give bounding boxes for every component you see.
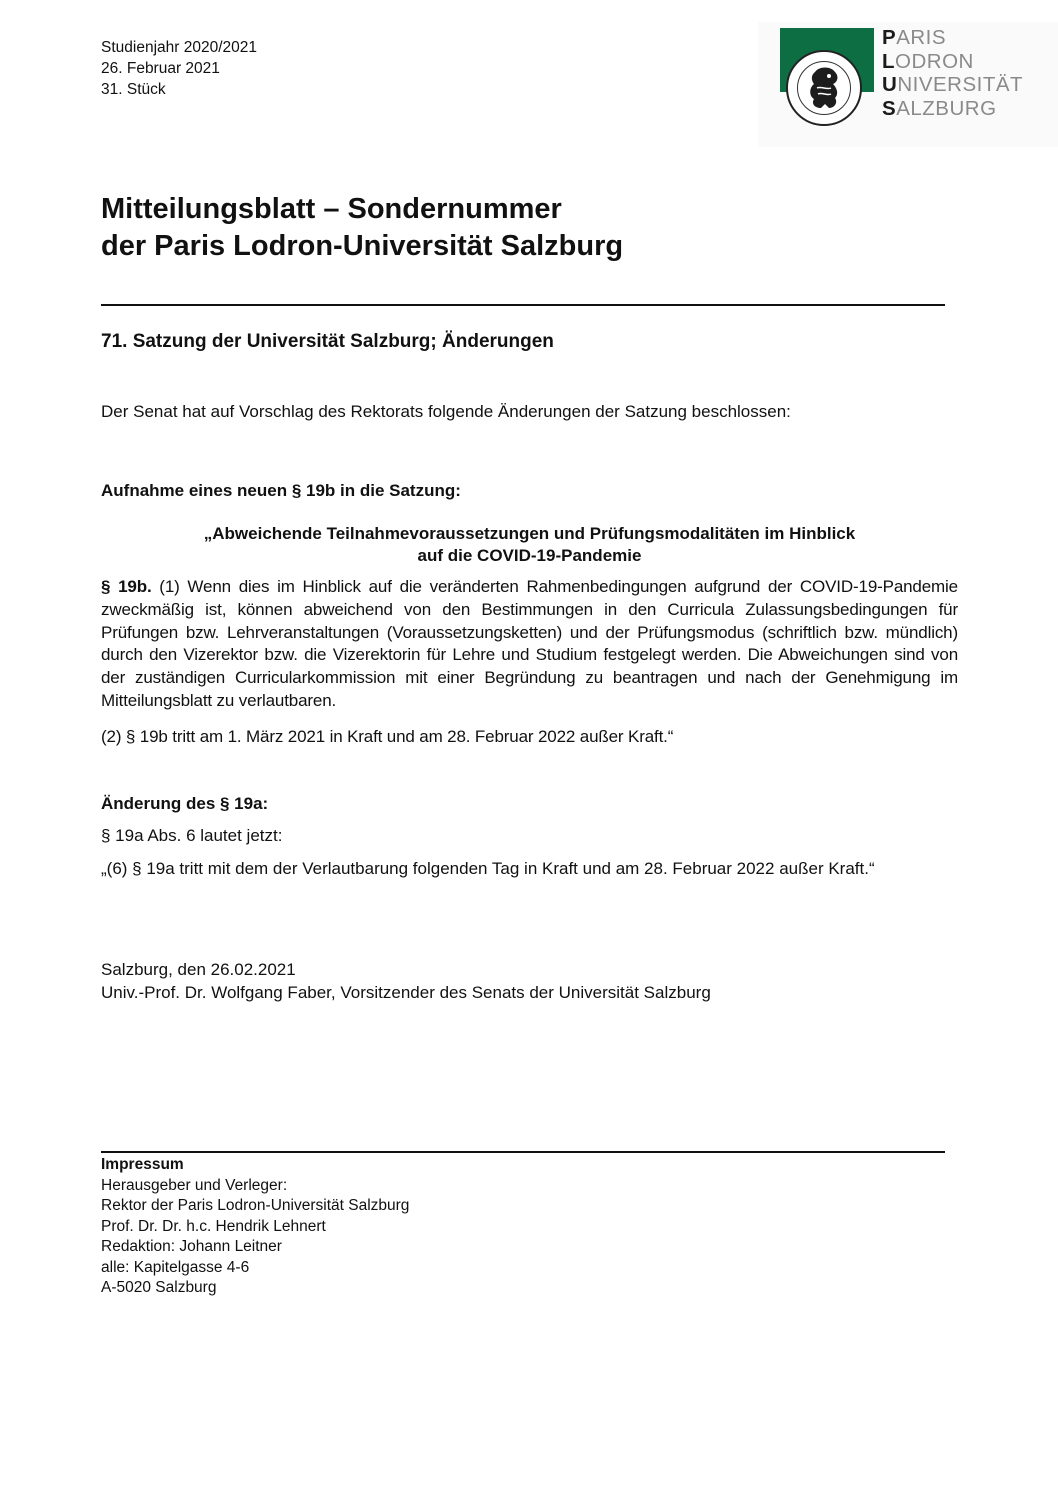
- paragraph-19b-2: (2) § 19b tritt am 1. März 2021 in Kraft und am 28. Februar 2022 außer Kraft.“: [101, 727, 674, 746]
- divider-top: [101, 304, 945, 306]
- signer: Univ.-Prof. Dr. Wolfgang Faber, Vorsitzender des Senats der Universität Salzburg: [101, 982, 711, 1002]
- intro-text: Der Senat hat auf Vorschlag des Rektorats folgende Änderungen der Satzung beschlossen:: [101, 402, 791, 421]
- logo-wordmark: PARIS LODRON UNIVERSITÄT SALZBURG: [882, 26, 1024, 120]
- issue-date: 26. Februar 2021: [101, 60, 220, 77]
- impressum-line: Prof. Dr. Dr. h.c. Hendrik Lehnert: [101, 1217, 326, 1235]
- impressum-heading: Impressum: [101, 1156, 184, 1173]
- issue-meta: [101, 37, 257, 100]
- subsection-heading-19a: Änderung des § 19a:: [101, 794, 269, 813]
- lion-seal-icon: [786, 50, 862, 126]
- section-heading: 71. Satzung der Universität Salzburg; Änderungen: [101, 331, 554, 352]
- impressum: [101, 1155, 409, 1299]
- paragraph-label: § 19b.: [101, 577, 152, 596]
- university-logo: [758, 22, 1058, 147]
- amendment-intro: § 19a Abs. 6 lautet jetzt:: [101, 826, 283, 845]
- impressum-line: Rektor der Paris Lodron-Universität Salzburg: [101, 1197, 410, 1214]
- impressum-line: Herausgeber und Verleger:: [101, 1176, 288, 1194]
- academic-year: Studienjahr 2020/2021: [101, 39, 257, 56]
- impressum-line: A-5020 Salzburg: [101, 1279, 217, 1296]
- paragraph-title-19b: „Abweichende Teilnahmevoraussetzungen und Prüfungsmodalitäten im Hinblick auf die COVID-19-Pandemie: [203, 524, 856, 565]
- issue-number: 31. Stück: [101, 81, 166, 98]
- place-date: Salzburg, den 26.02.2021: [101, 960, 296, 979]
- impressum-line: alle: Kapitelgasse 4-6: [101, 1258, 250, 1276]
- signature-block: [101, 959, 958, 1004]
- amendment-text: „(6) § 19a tritt mit dem der Verlautbarung folgenden Tag in Kraft und am 28. Februar 2022 außer Kraft.“: [101, 859, 875, 878]
- subsection-heading-19b: Aufnahme eines neuen § 19b in die Satzung:: [101, 481, 461, 500]
- impressum-line: Redaktion: Johann Leitner: [101, 1238, 282, 1255]
- lion-icon: [805, 66, 843, 110]
- paragraph-19b-1: § 19b. (1) Wenn dies im Hinblick auf die veränderten Rahmenbedingungen aufgrund der COVID-19-Pandemie zweckmäßig ist, können abweichend von den Bestimmungen in den Curricula Zulassungsbedingungen für Prüfungen bzw. Lehrveranstaltungen (Voraussetzungsketten) und der Prüfungsmodus (schriftlich bzw. mündlich) durch den Vizerektor bzw. die Vizerektorin für Lehre und Studium festgelegt werden. Die Abweichungen sind von der zuständigen Curricularkommission mit einer Begründung zu beantragen und nach der Genehmigung im Mitteilungsblatt zu verlautbaren.: [101, 577, 958, 710]
- page-title: Mitteilungsblatt – Sondernummer der Paris Lodron-Universität Salzburg: [101, 193, 624, 262]
- divider-bottom: [101, 1151, 945, 1153]
